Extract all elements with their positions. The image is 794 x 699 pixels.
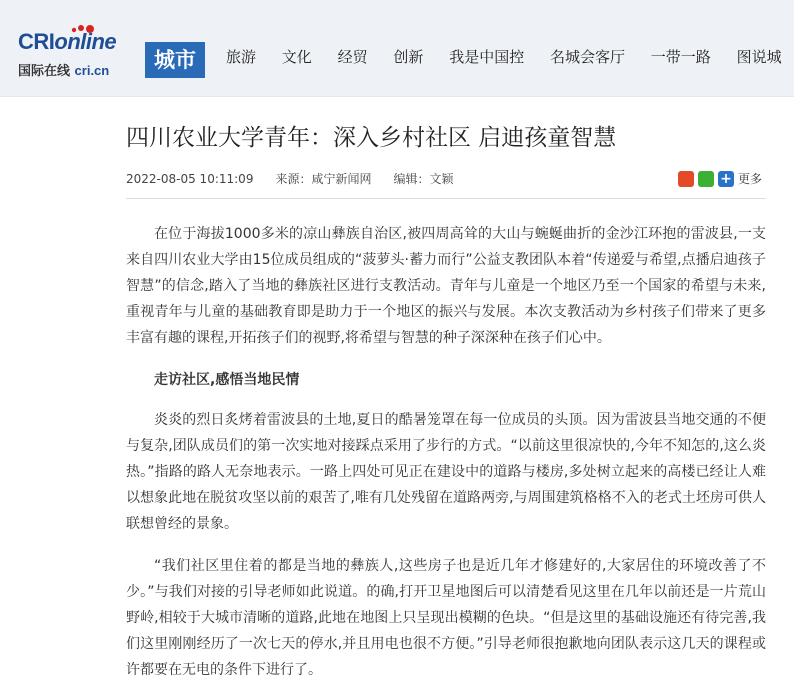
channel-badge-city[interactable]: 城市 xyxy=(145,42,205,78)
nav-item-culture[interactable]: 文化 xyxy=(281,48,312,66)
share-bar xyxy=(678,170,762,188)
wechat-share-icon[interactable] xyxy=(698,171,714,187)
logo-wordmark xyxy=(18,30,116,54)
weibo-share-icon[interactable] xyxy=(678,171,694,187)
article-paragraph: 炎炎的烈日炙烤着雷波县的土地,夏日的酷暑笼罩在每一位成员的头顶。因为雷波县当地交通的不便与复杂,团队成员们的第一次实地对接踩点采用了步行的方式。“以前这里很凉快的,今年不知怎的,这么炎热。”指路的路人无奈地表示。一路上四处可见正在建设中的道路与楼房,多处树立起来的高楼已经让人难以想象此地在脱贫攻坚以前的艰苦了,唯有几处残留在道路两旁,与周围建筑格格不入的老式土坯房可供人联想曾经的景象。 xyxy=(126,412,766,532)
article-datetime: 2022-08-05 10:11:09 xyxy=(126,172,254,186)
nav-item-innovation[interactable]: 创新 xyxy=(393,48,424,66)
site-header xyxy=(0,0,794,97)
logo-subtitle-domain: cri.cn xyxy=(74,63,110,78)
article-source: 来源：咸宁新闻网 xyxy=(275,172,372,186)
plus-share-icon[interactable]: + xyxy=(718,171,734,187)
article-meta xyxy=(126,168,766,190)
article-paragraph: 在位于海拔1000多米的凉山彝族自治区,被四周高耸的大山与蜿蜒曲折的金沙江环抱的雷波县,一支来自四川农业大学由15位成员组成的“菠萝头·蓄力而行”公益支教团队本着“传递爱与希望,点播启迪孩子智慧”的信念,踏入了当地的彝族社区进行支教活动。青年与儿童是一个地区乃至一个国家的希望与未来,重视青年与儿童的基础教育即是助力于一个地区的振兴与发展。本次支教活动为乡村孩子们带来了更多丰富有趣的课程,开拓孩子们的视野,将希望与智慧的种子深深种在孩子们心中。 xyxy=(126,226,766,346)
meta-divider xyxy=(126,198,766,199)
logo-online-text: online xyxy=(54,29,117,54)
nav-item-china-fan[interactable]: 我是中国控 xyxy=(449,48,525,66)
article-title: 四川农业大学青年：深入乡村社区 启迪孩童智慧 xyxy=(126,125,617,151)
nav-item-economy[interactable]: 经贸 xyxy=(337,48,368,66)
cri-online-logo[interactable] xyxy=(18,30,140,80)
article-body xyxy=(126,221,766,683)
nav-item-photo-city[interactable]: 图说城 xyxy=(736,48,782,66)
share-more-label[interactable]: 更多 xyxy=(737,172,762,186)
article xyxy=(126,118,766,699)
main-nav xyxy=(226,46,794,68)
article-paragraph: “我们社区里住着的都是当地的彝族人,这些房子也是近几年才修建好的,大家居住的环境改善了不少。”与我们对接的引导老师如此说道。的确,打开卫星地图后可以清楚看见这里在几年以前还是一片荒山野岭,相较于大城市清晰的道路,此地在地图上只呈现出模糊的色块。“但是这里的基础设施还有待完善,我们这里刚刚经历了一次七天的停水,并且用电也很不方便。”引导老师很抱歉地向团队表示这几天的课程或许都要在无电的条件下进行了。 xyxy=(126,558,766,678)
logo-cri-text: CRI xyxy=(18,29,55,54)
nav-item-belt-road[interactable]: 一带一路 xyxy=(650,48,711,66)
nav-item-travel[interactable]: 旅游 xyxy=(226,48,257,66)
nav-item-city-salon[interactable]: 名城会客厅 xyxy=(549,48,625,66)
article-editor: 编辑：文颖 xyxy=(393,172,454,186)
logo-subtitle xyxy=(18,60,109,79)
article-subheading: 走访社区,感悟当地民情 xyxy=(154,372,300,388)
logo-subtitle-cn: 国际在线 xyxy=(18,64,71,79)
